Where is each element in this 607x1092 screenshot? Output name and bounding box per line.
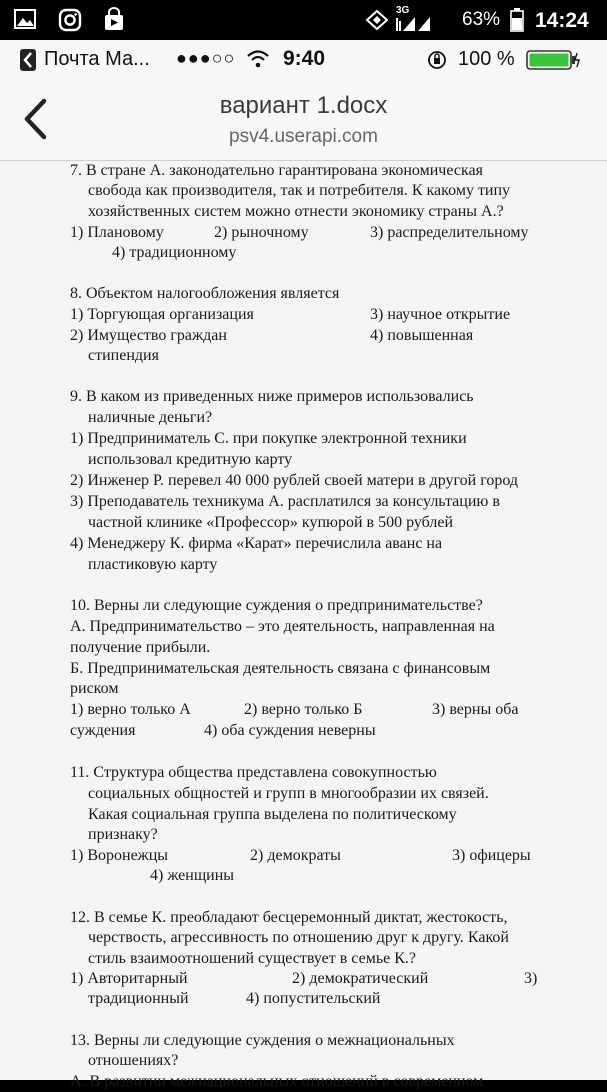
orientation-lock-icon [427,50,447,75]
question-13-line: А. В развитии межнациональных отношений в современном [70,1073,484,1090]
question-7-option-4: 4) традиционному [112,244,237,261]
question-8-option-4-cont: стипендия [88,347,159,364]
document-host: psv4.userapi.com [229,126,378,147]
question-9-line: 2) Инженер Р. перевел 40 000 рублей своей матери в другой город [70,472,519,489]
question-11-line: 11. Структура общества представлена совокупностью [70,764,437,781]
battery-percent: 63% [462,9,501,30]
question-8-option-2: 2) Имущество граждан [70,327,227,344]
instagram-icon [58,8,82,37]
question-7-option-3: 3) распределительному [370,224,529,241]
vpn-shield-icon [366,10,388,35]
question-7-option-2: 2) рыночному [214,224,309,241]
wifi-icon [247,50,269,73]
question-8-option-3: 3) научное открытие [370,306,511,323]
question-9-line: наличные деньги? [88,409,213,426]
question-10-line: 10. Верны ли следующие суждения о предпринимательстве? [70,597,483,614]
document-title: вариант 1.docx [219,92,388,119]
shopping-bag-icon [103,8,125,37]
question-11-option-4: 4) женщины [150,867,235,884]
question-9-line: 9. В каком из приведенных ниже примеров использовались [70,388,474,405]
mobile-signal-icon [396,15,436,38]
question-10-option-1: 1) верно только А [70,701,191,718]
question-7-option-1: 1) Плановому [70,224,164,241]
question-12-option-3-cont: традиционный [88,990,189,1007]
question-8-stem: 8. Объектом налогообложения является [70,285,340,302]
ios-status-bar [0,40,607,80]
battery-icon [510,8,524,37]
question-10-option-3-cont: суждения [70,722,136,739]
question-8-option-4: 4) повышенная [370,327,474,344]
carrier-label[interactable]: Почта Ма... [44,48,150,70]
question-10-option-4: 4) оба суждения неверны [204,722,376,739]
question-7-line: свобода как производителя, так и потребителя. К какому типу [88,182,511,199]
ios-battery-percent: 100 % [458,48,515,70]
network-type-label: 3G [396,5,410,16]
question-13-line: отношениях? [88,1052,179,1069]
question-10-line: А. Предпринимательство – это деятельность, направленная на [70,618,495,635]
ios-battery-icon [526,50,580,75]
question-8-option-1: 1) Торгующая организация [70,306,254,323]
question-12-line: 12. В семье К. преобладают бесцеремонный диктат, жестокость, [70,909,508,926]
question-9-line: пластиковую карту [88,556,218,573]
document-page [0,161,607,1090]
question-9-line: использовал кредитную карту [88,451,293,468]
signal-dots: ●●●○○ [176,48,236,68]
question-10-option-2: 2) верно только Б [244,701,363,718]
question-12-option-1: 1) Авторитарный [70,970,188,987]
question-13-line: 13. Верны ли следующие суждения о межнациональных [70,1032,455,1049]
question-10-line: Б. Предпринимательская деятельность связана с финансовым [70,660,491,677]
question-12-line: черствость, агрессивность по отношению друг к другу. Какой [88,929,509,946]
question-11-option-2: 2) демократы [250,847,341,864]
document-header [0,80,607,161]
question-12-option-4: 4) попустительский [246,990,381,1007]
gallery-icon [14,8,36,35]
question-10-option-3: 3) верны оба [432,701,519,718]
question-10-line: получение прибыли. [70,639,211,656]
question-11-line: признаку? [88,826,158,843]
question-12-line: стиль взаимоотношений существует в семье К.? [88,950,416,967]
question-12-option-2: 2) демократический [292,970,429,987]
question-9-line: 1) Предприниматель С. при покупке электронной техники [70,430,467,447]
question-9-line: 4) Менеджеру К. фирма «Карат» перечислила аванс на [70,535,443,552]
question-9-line: частной клинике «Профессор» купюрой в 500 рублей [88,514,454,531]
question-9-line: 3) Преподаватель техникума А. расплатился за консультацию в [70,493,500,510]
question-11-line: социальных общностей и групп в многообразии их связей. [88,785,489,802]
ios-clock: 9:40 [283,47,326,70]
android-status-bar [0,0,607,40]
android-clock: 14:24 [535,9,589,32]
back-to-app-icon[interactable] [20,49,36,76]
question-11-line: Какая социальная группа выделена по политическому [88,806,457,823]
question-12-option-3: 3) [524,970,538,987]
question-11-option-1: 1) Воронежцы [70,847,169,864]
question-7-line: 7. В стране А. законодательно гарантирована экономическая [70,162,483,179]
question-10-line: риском [70,680,119,697]
question-11-option-3: 3) офицеры [452,847,531,864]
question-7-line: хозяйственных систем можно отнести экономику страны А.? [88,203,504,220]
